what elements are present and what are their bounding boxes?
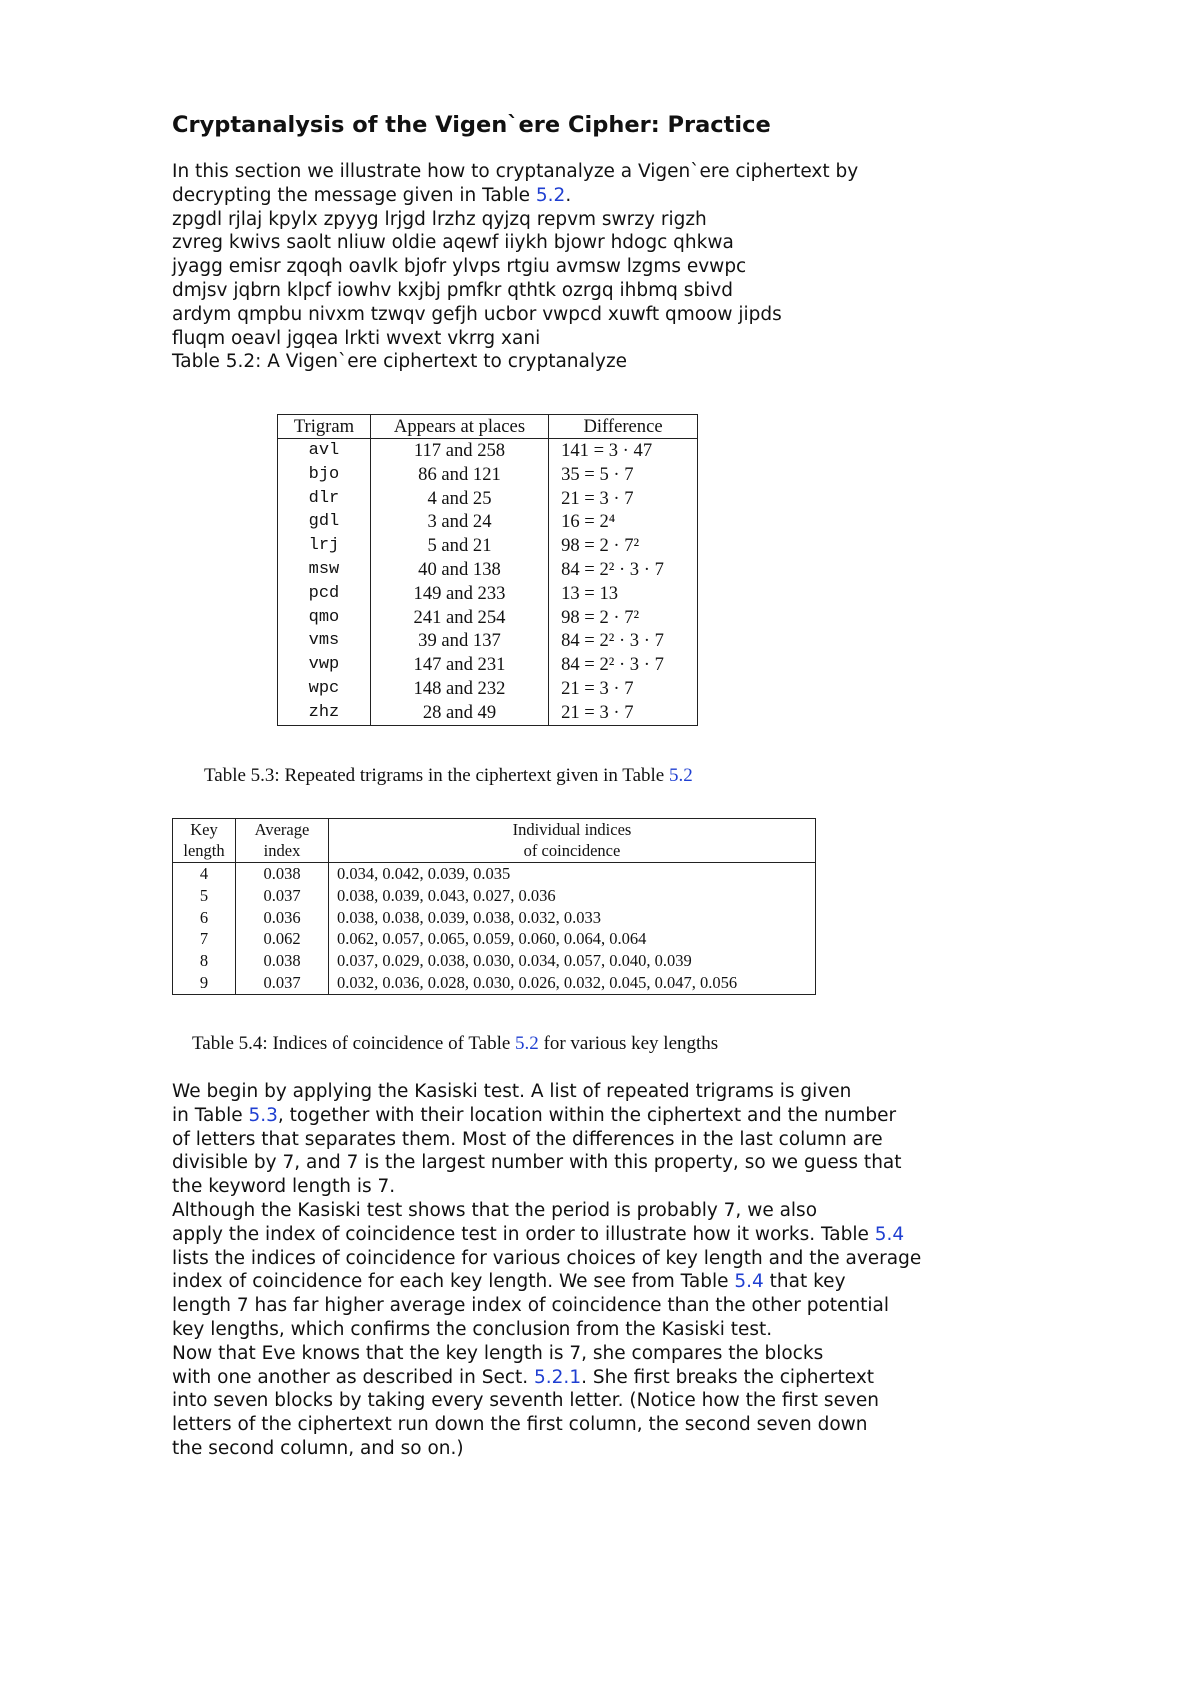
trigram-cell: vms (278, 629, 371, 653)
intro-line: In this section we illustrate how to cryptanalyze a Vigen`ere ciphertext by (172, 161, 859, 182)
header-text: length (183, 840, 225, 860)
body-line: letters of the ciphertext run down the first column, the second seven down (172, 1414, 868, 1436)
table-row (278, 629, 698, 653)
body-text (172, 1080, 921, 1461)
body-line (172, 1270, 921, 1294)
indices-cell: 0.037, 0.029, 0.038, 0.030, 0.034, 0.057, 0.040, 0.039 (329, 950, 816, 972)
ciphertext-caption: Table 5.2: A Vigen`ere ciphertext to cryptanalyze (172, 351, 628, 373)
table-row (278, 487, 698, 511)
table-row (278, 701, 698, 725)
body-line: lists the indices of coincidence for various choices of key length and the average (172, 1247, 922, 1269)
table-row (173, 863, 816, 885)
difference-cell: 21 = 3 · 7 (549, 487, 698, 511)
key-length-cell: 7 (173, 928, 236, 950)
indices-cell: 0.062, 0.057, 0.065, 0.059, 0.060, 0.064, 0.064 (329, 928, 816, 950)
trigram-cell: vwp (278, 653, 371, 677)
table-row (173, 950, 816, 972)
table-row (278, 582, 698, 606)
body-line: into seven blocks by taking every seventh letter. (Notice how the first seven (172, 1390, 880, 1412)
body-line (172, 1223, 921, 1247)
indices-cell: 0.038, 0.039, 0.043, 0.027, 0.036 (329, 885, 816, 907)
table-ref-link[interactable]: 5.2 (515, 1033, 539, 1054)
places-cell: 3 and 24 (370, 510, 548, 534)
caption-text: Table 5.4: Indices of coincidence of Table (192, 1033, 516, 1054)
trigram-cell: bjo (278, 463, 371, 487)
trigram-table (277, 414, 698, 726)
average-index-cell: 0.038 (236, 950, 329, 972)
places-cell: 39 and 137 (370, 629, 548, 653)
places-cell: 117 and 258 (370, 439, 548, 463)
average-index-cell: 0.036 (236, 907, 329, 929)
header-text: of coincidence (523, 840, 621, 860)
table-ref-link[interactable]: 5.4 (734, 1271, 764, 1293)
difference-cell: 84 = 2² · 3 · 7 (549, 653, 698, 677)
difference-cell: 84 = 2² · 3 · 7 (549, 558, 698, 582)
body-text-span: that key (763, 1271, 846, 1293)
table-row (278, 510, 698, 534)
column-header: Appears at places (370, 415, 548, 439)
key-length-cell: 8 (173, 950, 236, 972)
trigram-cell: avl (278, 439, 371, 463)
average-index-cell: 0.037 (236, 885, 329, 907)
average-index-cell: 0.062 (236, 928, 329, 950)
column-header: Trigram (278, 415, 371, 439)
indices-cell: 0.038, 0.038, 0.039, 0.038, 0.032, 0.033 (329, 907, 816, 929)
body-text-span: with one another as described in Sect. (172, 1366, 535, 1388)
table-header-row (278, 415, 698, 439)
places-cell: 149 and 233 (370, 582, 548, 606)
trigram-cell: zhz (278, 701, 371, 725)
body-text-span: apply the index of coincidence test in order to illustrate how it works. Table (172, 1223, 875, 1245)
table-row (278, 677, 698, 701)
trigram-cell: dlr (278, 487, 371, 511)
table-ref-link[interactable]: 5.4 (874, 1223, 905, 1245)
table-row (278, 439, 698, 463)
header-text: Individual indices (512, 820, 632, 839)
trigram-cell: lrj (278, 534, 371, 558)
places-cell: 148 and 232 (370, 677, 548, 701)
body-text-span: index of coincidence for each key length. We see from Table (172, 1271, 735, 1293)
body-line (172, 1366, 921, 1390)
trigram-cell: pcd (278, 582, 371, 606)
difference-cell: 84 = 2² · 3 · 7 (549, 629, 698, 653)
average-index-cell: 0.038 (236, 863, 329, 885)
difference-cell: 21 = 3 · 7 (549, 701, 698, 725)
body-line: of letters that separates them. Most of the differences in the last column are (172, 1128, 883, 1150)
indices-cell: 0.034, 0.042, 0.039, 0.035 (329, 863, 816, 885)
body-line: the keyword length is 7. (172, 1176, 396, 1198)
ciphertext-line: fluqm oeavl jgqea lrkti wvext vkrrg xani (172, 327, 541, 349)
header-text: Key (190, 820, 218, 839)
table-row (278, 558, 698, 582)
column-header (173, 819, 236, 863)
trigram-table-caption (204, 765, 693, 787)
table-row (278, 463, 698, 487)
ciphertext-line: zpgdl rjlaj kpylx zpyyg lrjgd lrzhz qyjzq repvm swrzy rigzh (172, 208, 707, 230)
table-row (278, 653, 698, 677)
trigram-cell: msw (278, 558, 371, 582)
page-title: Cryptanalysis of the Vigen`ere Cipher: Practice (172, 112, 771, 138)
body-line (172, 1104, 921, 1128)
trigram-cell: gdl (278, 510, 371, 534)
intro-paragraph (172, 160, 858, 374)
key-length-cell: 5 (173, 885, 236, 907)
section-ref-link[interactable]: 5.2.1 (534, 1366, 582, 1388)
body-text-span: , together with their location within the ciphertext and the number (277, 1104, 897, 1126)
column-header (329, 819, 816, 863)
table-row (173, 928, 816, 950)
coincidence-table-caption (192, 1033, 718, 1055)
places-cell: 4 and 25 (370, 487, 548, 511)
indices-cell: 0.032, 0.036, 0.028, 0.030, 0.026, 0.032, 0.045, 0.047, 0.056 (329, 972, 816, 994)
body-text-span: in Table (172, 1104, 249, 1126)
table-row (278, 534, 698, 558)
header-text: Average (254, 820, 310, 839)
body-line: Although the Kasiski test shows that the period is probably 7, we also (172, 1199, 818, 1221)
key-length-cell: 9 (173, 972, 236, 994)
difference-cell: 13 = 13 (549, 582, 698, 606)
caption-text: Table 5.3: Repeated trigrams in the ciphertext given in Table (204, 765, 669, 786)
places-cell: 241 and 254 (370, 606, 548, 630)
table-ref-link[interactable]: 5.2 (535, 184, 566, 206)
body-text-span: . She first breaks the ciphertext (581, 1366, 875, 1388)
places-cell: 40 and 138 (370, 558, 548, 582)
table-row (278, 606, 698, 630)
table-row (173, 972, 816, 994)
body-line: Now that Eve knows that the key length is 7, she compares the blocks (172, 1342, 824, 1364)
column-header (236, 819, 329, 863)
difference-cell: 35 = 5 · 7 (549, 463, 698, 487)
difference-cell: 98 = 2 · 7² (549, 534, 698, 558)
intro-text: decrypting the message given in Table (172, 184, 536, 206)
key-length-cell: 4 (173, 863, 236, 885)
difference-cell: 16 = 2⁴ (549, 510, 698, 534)
places-cell: 86 and 121 (370, 463, 548, 487)
body-line: key lengths, which confirms the conclusion from the Kasiski test. (172, 1318, 773, 1340)
places-cell: 28 and 49 (370, 701, 548, 725)
ciphertext-line: jyagg emisr zqoqh oavlk bjofr ylvps rtgiu avmsw lzgms evwpc (172, 256, 747, 278)
caption-text: for various key lengths (538, 1033, 719, 1054)
trigram-cell: qmo (278, 606, 371, 630)
table-header-row (173, 819, 816, 863)
table-ref-link[interactable]: 5.2 (668, 765, 693, 786)
intro-text: . (565, 184, 572, 206)
places-cell: 5 and 21 (370, 534, 548, 558)
difference-cell: 141 = 3 · 47 (549, 439, 698, 463)
average-index-cell: 0.037 (236, 972, 329, 994)
ciphertext-line: zvreg kwivs saolt nliuw oldie aqewf iiykh bjowr hdogc qhkwa (172, 232, 734, 254)
ciphertext-line: dmjsv jqbrn klpcf iowhv kxjbj pmfkr qthtk ozrgq ihbmq sbivd (172, 279, 733, 301)
column-header: Difference (549, 415, 698, 439)
table-row (173, 885, 816, 907)
body-line: We begin by applying the Kasiski test. A list of repeated trigrams is given (172, 1081, 852, 1102)
table-ref-link[interactable]: 5.3 (248, 1104, 278, 1126)
header-text: index (263, 840, 301, 860)
ciphertext-line: ardym qmpbu nivxm tzwqv gefjh ucbor vwpcd xuwft qmoow jipds (172, 303, 782, 325)
body-line: length 7 has far higher average index of coincidence than the other potential (172, 1295, 890, 1317)
body-line: divisible by 7, and 7 is the largest number with this property, so we guess that (172, 1152, 902, 1174)
key-length-cell: 6 (173, 907, 236, 929)
difference-cell: 98 = 2 · 7² (549, 606, 698, 630)
difference-cell: 21 = 3 · 7 (549, 677, 698, 701)
trigram-cell: wpc (278, 677, 371, 701)
table-row (173, 907, 816, 929)
intro-line (172, 184, 858, 208)
body-line: the second column, and so on.) (172, 1437, 464, 1459)
places-cell: 147 and 231 (370, 653, 548, 677)
coincidence-table (172, 818, 816, 995)
